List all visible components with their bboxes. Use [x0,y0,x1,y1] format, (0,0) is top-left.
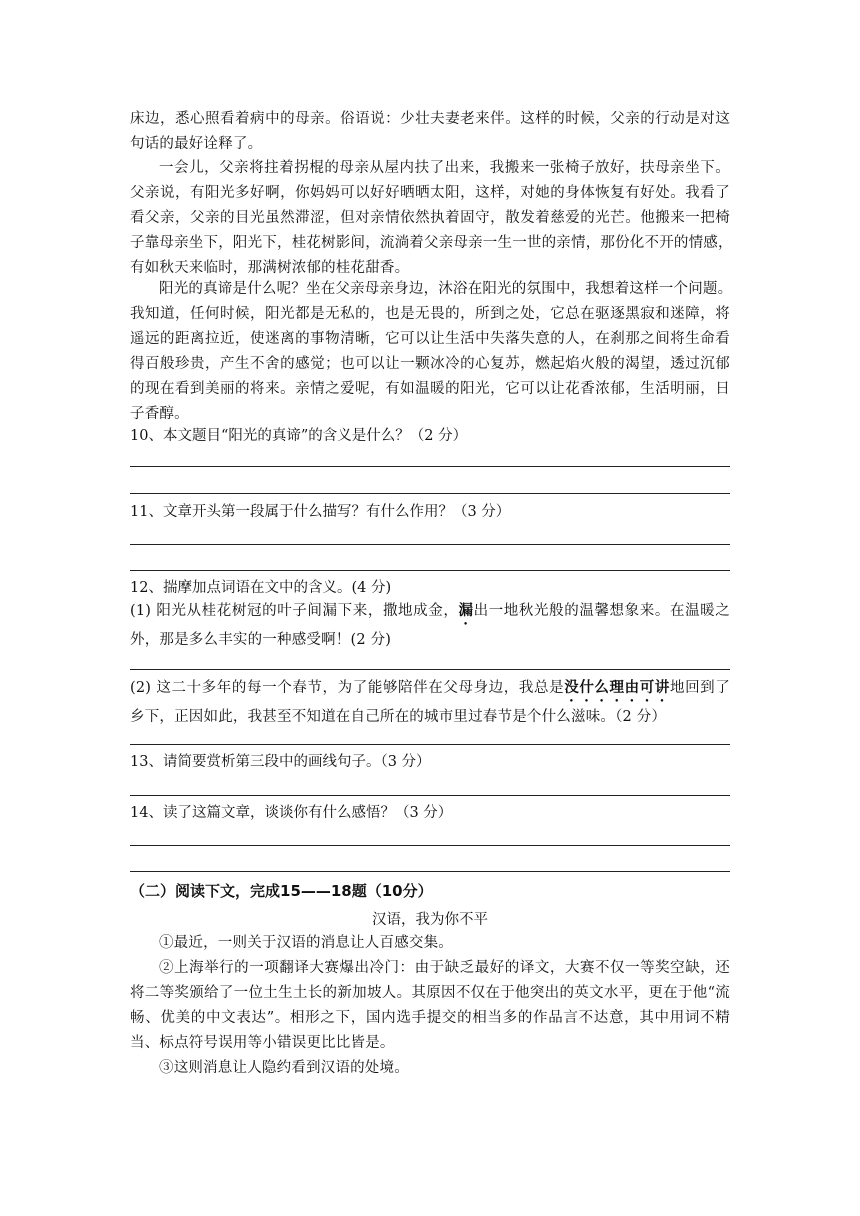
answer-line[interactable] [130,544,730,545]
paragraph-2 [130,156,733,281]
answer-line[interactable] [130,744,730,745]
answer-line[interactable] [130,669,730,670]
text-segment: (1) 阳光从桂花树冠的叶子间漏下来，撒地成金， [130,603,459,619]
question-12-2 [130,675,730,730]
article-title: 汉语，我为你不平 [372,912,488,928]
answer-line[interactable] [130,493,730,494]
article-paragraph-1 [130,931,730,956]
text-line: 外，那是多么丰实的一种感受啊！(2 分) [130,632,392,648]
text-line: 一会儿，父亲将拄着拐棍的母亲从屋内扶了出来，我搬来一张椅子放好，扶母亲坐下。 [159,160,730,176]
text-line: 父亲说，有阳光多好啊，你妈妈可以好好晒晒太阳，这样，对她的身体恢复有好处。我看了 [130,185,730,201]
text-line: 得百般珍贵，产生不舍的感觉；也可以让一颗冰冷的心复苏，燃起焰火般的渴望，透过沉郁 [130,356,730,372]
article-paragraph-2 [130,956,730,1056]
question-11: 11、文章开头第一段属于什么描写？有什么作用？（3 分） [130,504,511,520]
text-line: 遥远的距离拉近，使迷离的事物清晰，它可以让生活中失落失意的人，在刹那之间将生命看 [130,331,730,347]
article-paragraph-3 [130,1056,730,1081]
answer-line[interactable] [130,795,730,796]
question-12: 12、揣摩加点词语在文中的含义。(4 分) [130,580,392,596]
text-line: ①最近，一则关于汉语的消息让人百感交集。 [159,935,453,951]
text-line [130,675,730,705]
paragraph-3 [130,277,733,427]
answer-line[interactable] [130,845,730,846]
text-line: 看父亲，父亲的目光虽然滞涩，但对亲情依然执着固守，散发着慈爱的光芒。他搬来一把椅 [130,210,730,226]
text-line: ③这则消息让人隐约看到汉语的处境。 [159,1060,409,1076]
text-segment: 出一地秋光般的温馨想象来。在温暖之 [473,603,730,619]
dotted-phrase: 没什么理由可讲 [564,679,670,696]
question-10: 10、本文题目“阳光的真谛”的含义是什么？（2 分） [130,428,468,444]
question-14: 14、读了这篇文章，谈谈你有什么感悟？（3 分） [130,805,453,821]
question-12-1 [130,598,730,653]
answer-line[interactable] [130,570,730,571]
answer-line[interactable] [130,871,730,872]
text-line: 有如秋天来临时，那满树浓郁的桂花甜香。 [130,260,410,276]
text-segment: (2) 这二十多年的每一个春节，为了能够陪伴在父母身边，我总是 [130,680,565,696]
text-line: 将二等奖颁给了一位土生土长的新加坡人。其原因不仅在于他突出的英文水平，更在于他“流 [130,985,730,1001]
dotted-word: 漏 [458,602,474,619]
paragraph-1 [130,107,730,157]
text-segment: 地回到了 [669,680,730,696]
text-line [130,598,730,628]
question-13: 13、请简要赏析第三段中的画线句子。（3 分） [130,754,431,770]
text-line: 床边，悉心照看着病中的母亲。俗语说：少壮夫妻老来伴。这样的时候，父亲的行动是对这 [130,111,730,127]
text-line: 当、标点符号误用等小错误更比比皆是。 [130,1035,395,1051]
text-line: 阳光的真谛是什么呢？坐在父亲母亲身边，沐浴在阳光的氛围中，我想着这样一个问题。 [159,281,733,297]
text-line: 子香醇。 [130,406,189,422]
text-line: 我知道，任何时候，阳光都是无私的，也是无畏的，所到之处，它总在驱逐黑寂和迷障，将 [130,306,730,322]
text-line: 畅、优美的中文表达”。相形之下，国内选手提交的相当多的作品言不达意，其中用词不精 [130,1010,730,1026]
text-line: ②上海举行的一项翻译大赛爆出冷门：由于缺乏最好的译文，大赛不仅一等奖空缺，还 [159,960,730,976]
text-line: 的现在看到美丽的将来。亲情之爱呢，有如温暖的阳光，它可以让花香浓郁，生活明丽，日 [130,381,730,397]
text-line: 子靠母亲坐下，阳光下，桂花树影间，流淌着父亲母亲一生一世的亲情，那份化不开的情感， [130,235,733,251]
text-line: 乡下，正因如此，我甚至不知道在自己所在的城市里过春节是个什么滋味。（2 分） [130,709,667,725]
text-line: 句话的最好诠释了。 [130,136,263,152]
section-heading: （二）阅读下文，完成15——18题（10分） [130,882,433,900]
answer-line[interactable] [130,466,730,467]
